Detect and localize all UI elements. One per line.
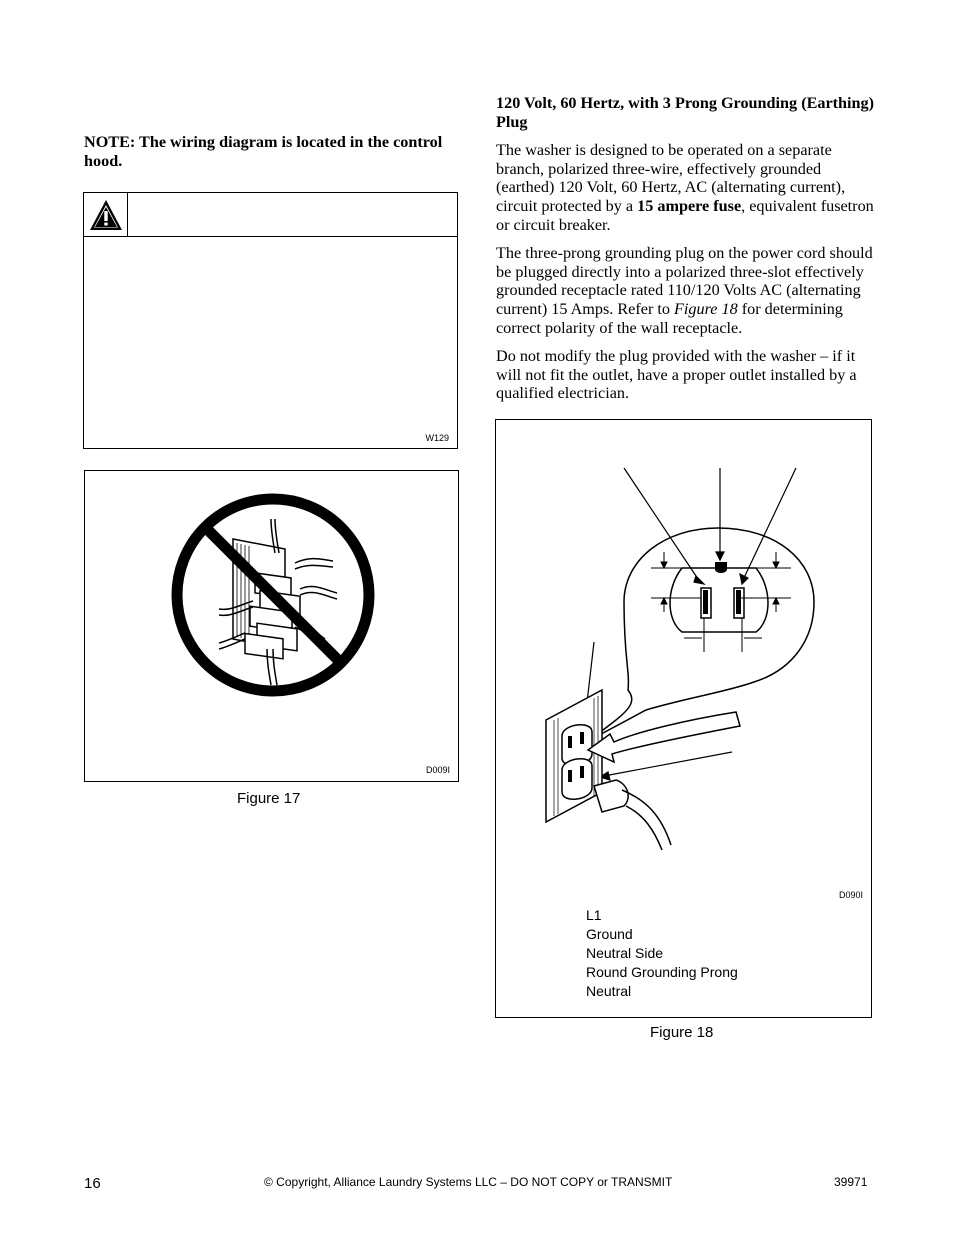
paragraph-1 [496,141,876,235]
document-number: 39971 [834,1175,868,1189]
legend-item: Neutral [586,983,632,999]
figure-17 [84,470,459,782]
paragraph-1-bold: 15 ampere fuse [637,197,742,216]
figure-18-reference: Figure 18 [674,300,738,319]
warning-icon-cell [84,193,128,236]
copyright-notice: © Copyright, Alliance Laundry Systems LLC – DO NOT COPY or TRANSMIT [264,1175,673,1189]
figure-18-legend [586,906,738,1001]
figure-18-code: D090I [838,890,863,900]
figure-18 [495,419,872,1018]
section-heading: 120 Volt, 60 Hertz, with 3 Prong Grounding (Earthing) Plug [496,94,875,131]
paragraph-1-text: The washer is designed to be operated on a separate branch, polarized three-wire, effectively grounded (earthed) 120 Volt, 60 Hertz, AC (alternating current), circuit protected by a [496,141,846,216]
figure-17-caption: Figure 17 [237,790,301,807]
figure-18-caption: Figure 18 [650,1024,714,1041]
paragraph-2-text: The three-prong grounding plug on the power cord should be plugged directly into a polarized three-slot effectively grounded receptacle rated 110/120 Volts AC (alternating current) 15 Amps. Refer to [496,244,873,319]
warning-code: W129 [425,433,449,443]
legend-item: Round Grounding Prong [586,964,738,980]
receptacle-polarity-diagram [496,420,871,890]
warning-header [84,193,458,237]
paragraph-2-tail: for determining correct polarity of the wall receptacle. [496,300,843,337]
legend-item: Neutral Side [586,945,664,961]
paragraph-3: Do not modify the plug provided with the washer – if it will not fit the outlet, have a proper outlet installed by a qualified electrician. [496,347,857,403]
legend-item: L1 [586,907,602,923]
paragraph-1-tail: , equivalent fusetron or circuit breaker. [496,197,874,234]
warning-box [83,192,458,449]
wiring-note: NOTE: The wiring diagram is located in the control hood. [84,133,443,170]
page-number: 16 [84,1175,101,1192]
legend-item: Ground [586,926,633,942]
no-multi-adapter-illustration [85,471,458,781]
paragraph-2 [496,244,876,338]
figure-17-code: D009I [425,765,450,775]
